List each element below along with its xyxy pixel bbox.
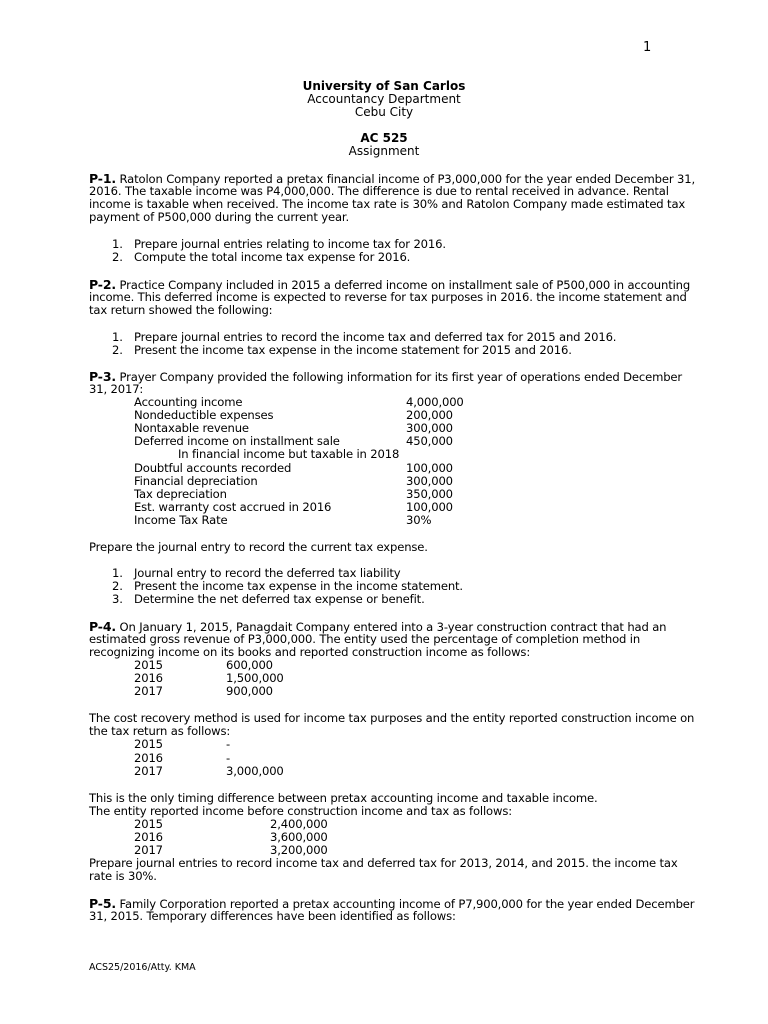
table-year: 2017 xyxy=(134,843,163,857)
p3-row-label: Nondeductible expenses xyxy=(134,408,274,422)
p3-row-value: 100,000 xyxy=(406,500,453,514)
p3-label: P-3. xyxy=(89,369,116,384)
p3-row-value: 350,000 xyxy=(406,487,453,501)
p1-item-2-text: Compute the total income tax expense for 2016. xyxy=(134,250,411,264)
p3-row-value: 300,000 xyxy=(406,474,453,488)
p2-line-3: tax return showed the following: xyxy=(89,303,273,317)
table-year: 2016 xyxy=(134,671,163,685)
p5-text-1: Family Corporation reported a pretax accounting income of P7,900,000 for the year ended December xyxy=(119,897,695,911)
document-type: Assignment xyxy=(348,144,420,158)
p1-item-2 xyxy=(112,251,410,264)
p3-row-label: Income Tax Rate xyxy=(134,513,228,527)
p3-row-value: 4,000,000 xyxy=(406,395,464,409)
p3-item-2-num: 2. xyxy=(112,579,123,593)
p4-text5-line-2: rate is 30%. xyxy=(89,869,157,883)
p2-item-2 xyxy=(112,344,572,357)
p2-item-2-num: 2. xyxy=(112,343,123,357)
p2-label: P-2. xyxy=(89,277,116,292)
table-year: 2015 xyxy=(134,737,163,751)
table-value: 3,600,000 xyxy=(270,830,328,844)
table-value: 1,500,000 xyxy=(226,671,284,685)
p3-row-label: Deferred income on installment sale xyxy=(134,434,340,448)
p4-line-2: estimated gross revenue of P3,000,000. The entity used the percentage of completion method in xyxy=(89,632,641,646)
p3-row-value: 450,000 xyxy=(406,434,453,448)
table-year: 2016 xyxy=(134,751,163,765)
p4-text2-line-2: the tax return as follows: xyxy=(89,724,231,738)
table-year: 2015 xyxy=(134,658,163,672)
p3-row-value: 100,000 xyxy=(406,461,453,475)
p2-line-2: income. This deferred income is expected to reverse for tax purposes in 2016. the income statement and xyxy=(89,290,687,304)
p3-line-2: 31, 2017: xyxy=(89,382,144,396)
p2-item-1-num: 1. xyxy=(112,330,123,344)
p3-row-label: Financial depreciation xyxy=(134,474,258,488)
p4-text3: This is the only timing difference between pretax accounting income and taxable income. xyxy=(89,791,598,805)
p3-item-1-text: Journal entry to record the deferred tax liability xyxy=(134,566,401,580)
page-number: 1 xyxy=(643,40,652,55)
p1-line-4: payment of P500,000 during the current year. xyxy=(89,210,350,224)
table-value: 600,000 xyxy=(226,658,273,672)
table-year: 2017 xyxy=(134,764,163,778)
table-value: 3,000,000 xyxy=(226,764,284,778)
p4-text5-line-1: Prepare journal entries to record income tax and deferred tax for 2013, 2014, and 2015. the income tax xyxy=(89,856,678,870)
p1-text-1: Ratolon Company reported a pretax financial income of P3,000,000 for the year ended December 31, xyxy=(119,172,695,186)
p3-row-label: Accounting income xyxy=(134,395,243,409)
p3-text-1: Prayer Company provided the following information for its first year of operations ended December xyxy=(119,370,683,384)
city-name: Cebu City xyxy=(354,105,414,119)
p1-line-2: 2016. The taxable income was P4,000,000. The difference is due to rental received in advance. Rental xyxy=(89,184,669,198)
p3-item-2-text: Present the income tax expense in the income statement. xyxy=(134,579,463,593)
p3-line-1 xyxy=(89,370,682,384)
university-name: University of San Carlos xyxy=(302,79,466,93)
p1-item-2-num: 2. xyxy=(112,250,123,264)
table-year: 2015 xyxy=(134,817,163,831)
p5-line-2: 31, 2015. Temporary differences have been identified as follows: xyxy=(89,909,456,923)
p3-row-value: 300,000 xyxy=(406,421,453,435)
p4-text2-line-1: The cost recovery method is used for income tax purposes and the entity reported construction income on xyxy=(89,711,695,725)
table-value: 3,200,000 xyxy=(270,843,328,857)
p4-line-3: recognizing income on its books and reported construction income as follows: xyxy=(89,645,531,659)
table-value: - xyxy=(226,737,231,751)
p3-row-label: Tax depreciation xyxy=(134,487,227,501)
table-value: 900,000 xyxy=(226,684,273,698)
footer-text: ACS25/2016/Atty. KMA xyxy=(89,962,196,973)
p3-row-label: Doubtful accounts recorded xyxy=(134,461,292,475)
table-value: - xyxy=(226,751,231,765)
p5-label: P-5. xyxy=(89,896,116,911)
p2-item-2-text: Present the income tax expense in the income statement for 2015 and 2016. xyxy=(134,343,572,357)
p4-label: P-4. xyxy=(89,619,116,634)
course-code: AC 525 xyxy=(360,131,408,145)
department-name: Accountancy Department xyxy=(307,92,461,106)
p3-item-3-text: Determine the net deferred tax expense or benefit. xyxy=(134,592,425,606)
p3-row-label: Nontaxable revenue xyxy=(134,421,249,435)
p3-item-1-num: 1. xyxy=(112,566,123,580)
p1-line-3: income is taxable when received. The income tax rate is 30% and Ratolon Company made estimated tax xyxy=(89,197,686,211)
table-year: 2016 xyxy=(134,830,163,844)
p3-row-label: Est. warranty cost accrued in 2016 xyxy=(134,500,332,514)
p1-item-1-text: Prepare journal entries relating to income tax for 2016. xyxy=(134,237,446,251)
p3-row-value: 30% xyxy=(406,513,432,527)
table-value: 2,400,000 xyxy=(270,817,328,831)
p3-item-3 xyxy=(112,593,425,606)
p3-item-3-num: 3. xyxy=(112,592,123,606)
p1-item-1-num: 1. xyxy=(112,237,123,251)
p4-text4: The entity reported income before construction income and tax as follows: xyxy=(89,804,512,818)
p3-row-value: 200,000 xyxy=(406,408,453,422)
p3-instruction: Prepare the journal entry to record the current tax expense. xyxy=(89,540,428,554)
p4-text-1: On January 1, 2015, Panagdait Company entered into a 3-year construction contract that had an xyxy=(119,620,667,634)
p2-text-1: Practice Company included in 2015 a deferred income on installment sale of P500,000 in accounting xyxy=(119,278,691,292)
p2-item-1-text: Prepare journal entries to record the income tax and deferred tax for 2015 and 2016. xyxy=(134,330,617,344)
table-year: 2017 xyxy=(134,684,163,698)
p3-row-label: In financial income but taxable in 2018 xyxy=(178,447,400,461)
p1-label: P-1. xyxy=(89,171,116,186)
